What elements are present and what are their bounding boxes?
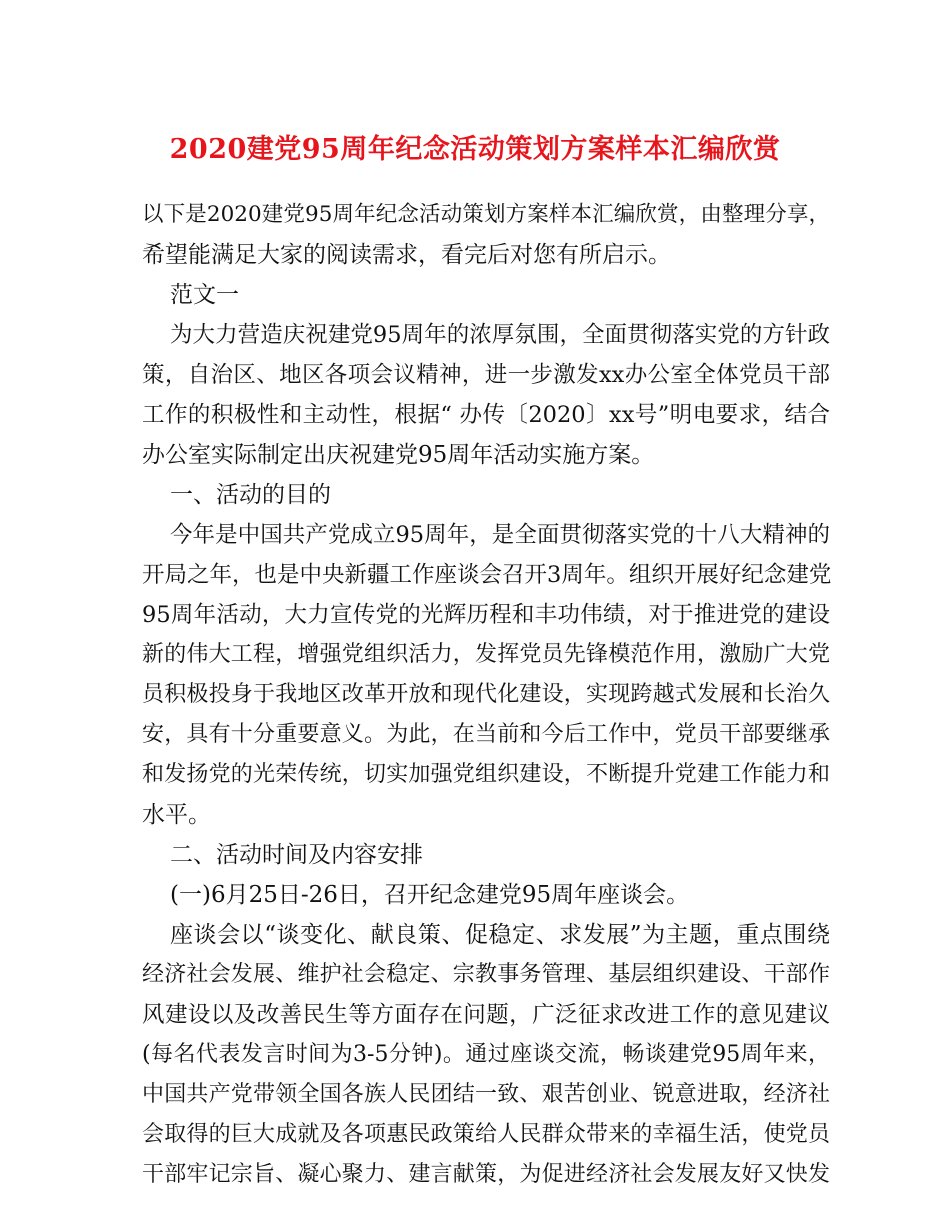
text-line: 座谈会以“谈变化、献良策、促稳定、求发展”为主题，重点围绕 [170,922,830,948]
text-line: 策，自治区、地区各项会议精神，进一步激发xx办公室全体党员干部 [142,362,830,388]
text-line: 95周年活动，大力宣传党的光辉历程和丰功伟绩，对于推进党的建设 [142,602,830,628]
text-line: 希望能满足大家的阅读需求，看完后对您有所启示。 [142,242,671,268]
text-line: 风建设以及改善民生等方面存在问题，广泛征求改进工作的意见建议 [142,1002,830,1028]
text-line: (每名代表发言时间为3-5分钟)。通过座谈交流，畅谈建党95周年来， [142,1042,830,1067]
text-line: 会取得的巨大成就及各项惠民政策给人民群众带来的幸福生活，使党员 [142,1122,830,1147]
text-line: 开局之年，也是中央新疆工作座谈会召开3周年。组织开展好纪念建党 [142,562,832,588]
text-line: 以下是2020建党95周年纪念活动策划方案样本汇编欣赏，由整理分享， [142,202,830,227]
text-line: 和发扬党的光荣传统，切实加强党组织建设，不断提升党建工作能力和 [142,762,830,787]
text-line: 一、活动的目的 [170,482,331,508]
text-line: 安，具有十分重要意义。为此，在当前和今后工作中，党员干部要继承 [142,722,830,747]
text-line: 二、活动时间及内容安排 [170,842,423,868]
text-line: 范文一 [170,282,239,308]
text-line: 水平。 [142,802,211,828]
text-line: 干部牢记宗旨、凝心聚力、建言献策，为促进经济社会发展友好又快发 [142,1162,830,1187]
text-line: 经济社会发展、维护社会稳定、宗教事务管理、基层组织建设、干部作 [142,962,830,987]
text-line: 工作的积极性和主动性，根据“ 办传〔2020〕xx号”明电要求，结合 [142,402,830,428]
text-line: 今年是中国共产党成立95周年，是全面贯彻落实党的十八大精神的 [170,522,830,548]
document-title: 2020建党95周年纪念活动策划方案样本汇编欣赏 [169,134,781,165]
document-body [142,195,830,1195]
text-line: 新的伟大工程，增强党组织活力，发挥党员先锋模范作用，激励广大党 [142,642,830,667]
text-line: 办公室实际制定出庆祝建党95周年活动实施方案。 [142,442,655,468]
text-line: (一)6月25日-26日，召开纪念建党95周年座谈会。 [170,882,690,908]
text-line: 为大力营造庆祝建党95周年的浓厚氛围，全面贯彻落实党的方针政 [170,322,830,348]
text-line: 员积极投身于我地区改革开放和现代化建设，实现跨越式发展和长治久 [142,682,830,707]
text-line: 中国共产党带领全国各族人民团结一致、艰苦创业、锐意进取，经济社 [142,1082,830,1107]
